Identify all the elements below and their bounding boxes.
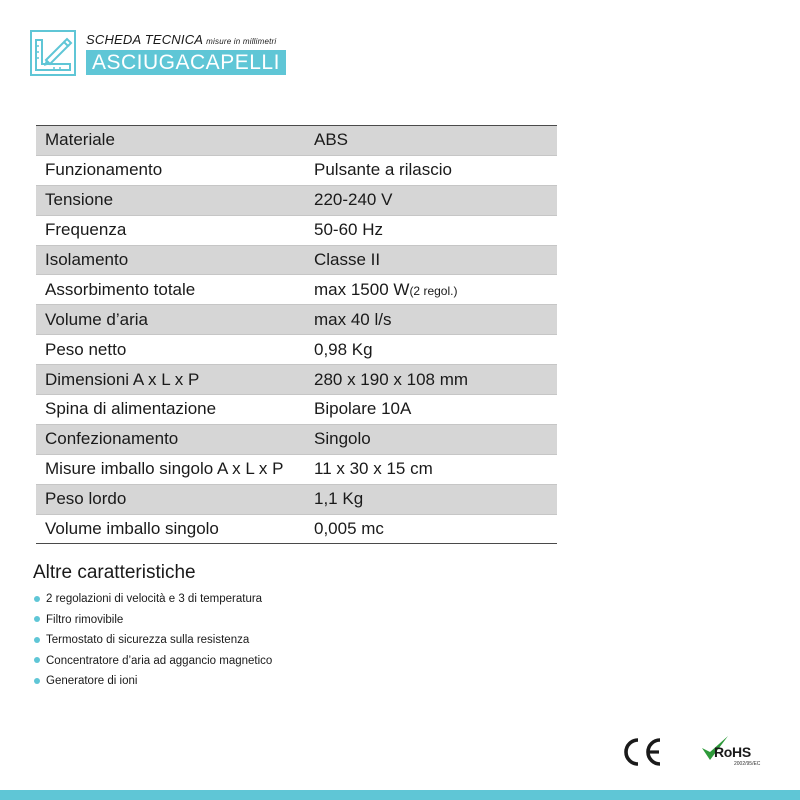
technical-drawing-icon xyxy=(30,30,76,76)
spec-row xyxy=(36,365,557,395)
spec-value: 0,98 Kg xyxy=(314,339,373,359)
feature-text: Filtro rimovibile xyxy=(46,613,124,626)
spec-row xyxy=(36,484,557,514)
spec-value: Pulsante a rilascio xyxy=(314,160,452,180)
spec-row xyxy=(36,514,557,544)
spec-label: Assorbimento totale xyxy=(45,279,196,299)
spec-value: 50-60 Hz xyxy=(314,220,383,240)
feature-item xyxy=(34,591,272,612)
spec-row xyxy=(36,155,557,185)
document-type-label: SCHEDA TECNICA xyxy=(86,32,204,47)
spec-label: Funzionamento xyxy=(45,160,163,180)
feature-item xyxy=(34,612,272,633)
spec-value-cell xyxy=(305,275,557,305)
spec-value-cell xyxy=(305,365,557,395)
spec-row xyxy=(36,126,557,156)
feature-item xyxy=(34,673,272,694)
spec-value-cell xyxy=(305,514,557,544)
ce-mark-icon xyxy=(620,736,664,768)
rohs-label: RoHS xyxy=(714,744,751,760)
spec-row xyxy=(36,424,557,454)
spec-value: 11 x 30 x 15 cm xyxy=(314,459,433,479)
spec-value-cell xyxy=(305,454,557,484)
spec-row xyxy=(36,215,557,245)
rohs-directive: 2002/95/EC xyxy=(734,761,761,767)
feature-text: Concentratore d’aria ad aggancio magnetico xyxy=(46,654,273,667)
spec-label: Spina di alimentazione xyxy=(45,399,217,419)
bottom-accent-strip xyxy=(0,790,800,800)
spec-value: 280 x 190 x 108 mm xyxy=(314,369,469,389)
spec-value: 0,005 mc xyxy=(314,519,384,539)
spec-row xyxy=(36,305,557,335)
spec-value: Bipolare 10A xyxy=(314,399,412,419)
features-list xyxy=(34,591,272,694)
spec-value-cell xyxy=(305,215,557,245)
spec-value-cell xyxy=(305,424,557,454)
spec-value-cell xyxy=(305,245,557,275)
spec-row xyxy=(36,335,557,365)
spec-value: Singolo xyxy=(314,429,371,449)
spec-value: max 40 l/s xyxy=(314,309,392,329)
bullet-icon xyxy=(34,657,40,663)
spec-value-cell xyxy=(305,335,557,365)
spec-value-cell xyxy=(305,126,557,156)
rohs-mark xyxy=(700,734,766,770)
spec-value-cell xyxy=(305,155,557,185)
units-note: misure in millimetri xyxy=(206,37,277,46)
header xyxy=(30,28,330,78)
spec-value-cell xyxy=(305,484,557,514)
spec-value: 220-240 V xyxy=(314,190,393,210)
feature-text: Termostato di sicurezza sulla resistenza xyxy=(46,634,250,646)
spec-value-cell xyxy=(305,185,557,215)
spec-label: Volume d’aria xyxy=(45,309,149,329)
spec-value-cell xyxy=(305,395,557,425)
spec-label: Tensione xyxy=(45,190,114,210)
spec-label: Isolamento xyxy=(45,250,129,269)
spec-label: Misure imballo singolo A x L x P xyxy=(45,459,284,479)
bullet-icon xyxy=(34,637,40,643)
spec-label: Dimensioni A x L x P xyxy=(45,369,200,389)
spec-value: 1,1 Kg xyxy=(314,489,364,509)
spec-row xyxy=(36,275,557,305)
spec-label: Materiale xyxy=(45,130,115,150)
spec-row xyxy=(36,395,557,425)
bullet-icon xyxy=(34,596,40,602)
feature-text: 2 regolazioni di velocità e 3 di temperatura xyxy=(46,593,263,605)
feature-item xyxy=(34,653,272,674)
document-type xyxy=(86,32,276,47)
spec-table xyxy=(36,125,557,544)
spec-label: Peso lordo xyxy=(45,489,127,509)
feature-item xyxy=(34,632,272,653)
spec-row xyxy=(36,245,557,275)
feature-text: Generatore di ioni xyxy=(46,675,138,687)
spec-value: max 1500 W xyxy=(314,279,410,299)
spec-label: Confezionamento xyxy=(45,429,179,449)
spec-label: Volume imballo singolo xyxy=(45,519,219,539)
spec-label: Peso netto xyxy=(45,339,127,359)
spec-value: Classe II xyxy=(314,250,381,269)
bullet-icon xyxy=(34,616,40,622)
bullet-icon xyxy=(34,678,40,684)
spec-row xyxy=(36,185,557,215)
spec-row xyxy=(36,454,557,484)
spec-value: ABS xyxy=(314,130,349,150)
product-title: ASCIUGACAPELLI xyxy=(86,50,286,75)
spec-value-cell xyxy=(305,305,557,335)
spec-label: Frequenza xyxy=(45,220,127,240)
features-title: Altre caratteristiche xyxy=(33,562,196,583)
spec-value-note: (2 regol.) xyxy=(409,283,458,298)
